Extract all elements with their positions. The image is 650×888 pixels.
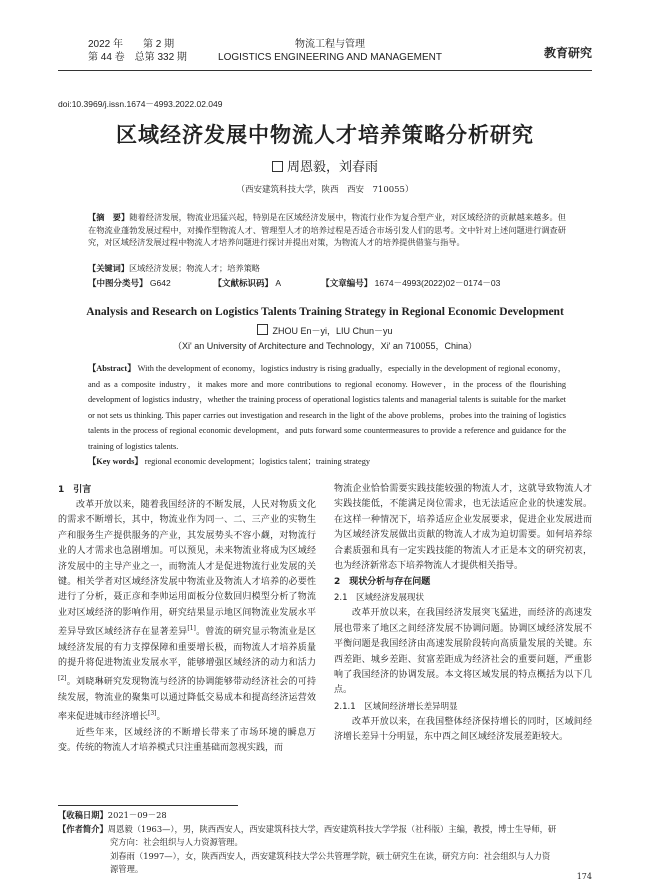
s1-p1-part-a: 改革开放以来，随着我国经济的不断发展，人民对物质文化的需求不断增长，其中，物流业作为同一、二、三产业的实物生产和服务生产提供服务的产业，其发展势头不容小觑，对物流行业的人才需求也急剧增加。可以预见，未来物流业将成为区域经济发展中的主导产业之一，而物流人才是促进物流行业发展的关键。相关学者对区域经济发展中物流业及物流人才培养的必要性进行了分析，聂正彦和李帅运用面板分位数回归模型分析了物流业对区域经济的影响作用，研究结果显示地区间物流业发展水平差异导致区域经济存在显著差异 <box>58 500 316 638</box>
abstract-en-label: 【Abstract】 <box>88 364 136 373</box>
keywords-en-text: regional economic development；logistics talent；training strategy <box>144 457 371 466</box>
journal-name-cn: 物流工程与管理 <box>295 39 365 50</box>
citation-2: [2] <box>58 675 67 683</box>
received-date <box>58 809 592 823</box>
author-names-en: ZHOU En－yi，LIU Chun－yu <box>272 326 393 336</box>
received-label: 【收稿日期】 <box>58 810 108 820</box>
body-left-column <box>58 482 316 757</box>
abstract-cn <box>88 211 566 249</box>
section-1-paragraph-1 <box>58 498 316 726</box>
continued-paragraph: 物流企业恰恰需要实践技能较强的物流人才，这就导致物流人才实践技能低，不能满足岗位需求，也无法适应企业的快速发展。在这样一种情况下，培养适应企业发展要求，促进企业发展进而为区域经济发展做出贡献的物流人才成为迫切需要。如何培养综合素质强和具有一定实践技能的物流人才正是本文的研究初衷，也为经济新常态下培养物流人才提供相关指导。 <box>334 484 592 572</box>
abstract-en <box>88 361 566 455</box>
keywords-cn <box>88 263 260 274</box>
volume-total: 第 44 卷 总第 332 期 <box>88 52 187 63</box>
affiliation-en: （Xi' an University of Architecture and Technology，Xi' an 710055，China） <box>173 341 477 351</box>
authors-en <box>0 324 650 337</box>
body-right-column <box>334 482 592 746</box>
article-no-value: 1674－4993(2022)02－0174－03 <box>374 278 501 288</box>
affiliation: （西安建筑科技大学，陕西 西安 710055） <box>236 185 414 195</box>
paper-title-en: Analysis and Research on Logistics Talents Training Strategy in Regional Economic Development <box>86 306 564 318</box>
section-2-1-heading: 2.1 区域经济发展现状 <box>334 593 425 604</box>
section-1-paragraph-2: 近些年来，区域经济的不断增长带来了市场环境的瞬息万变。传统的物流人才培养模式只注重基础而忽视实践，而 <box>58 727 316 754</box>
classification-row <box>88 277 566 289</box>
doc-code-value: A <box>275 278 281 288</box>
column-name: 教育研究 <box>543 46 592 60</box>
citation-1: [1] <box>187 625 196 633</box>
keywords-cn-label: 【关键词】 <box>88 263 129 273</box>
abstract-en-text: With the development of economy，logistics industry is rising gradually，especially in the development of regional economy，and as a composite industry，it makes more and more contributions to regional economy. However，in the process of the flourishing development of logistics industry，whether the training process of operational logistics talents and managerial talents is suitable for the market or not sets us thinking. This paper carries out investigation and research in the light of the above problems，probes into the training of logistics talents in the process of regional economic development，and puts forward some countermeasures to provide a reference and guidance for the training of logistics talents. <box>88 364 567 451</box>
author-names: 周恩毅，刘春雨 <box>286 160 378 175</box>
authors <box>0 156 650 175</box>
footnote <box>58 809 592 877</box>
author-bio-1-cont: 究方向：社会组织与人力资源管理。 <box>110 837 243 847</box>
s1-p1-part-b: 。曾流的研究显示物流业是区域经济发展的有力支撑保障和重要增长极，而物流人才培养质量的提升将促进物流业发展水平，能够增强区域经济的动力和活力 <box>58 627 316 669</box>
bio-1-line-1: 周恩毅（1963—），男，陕西西安人，西安建筑科技大学，西安建筑科技大学学报（社科版）主编，教授，博士生导师，研 <box>107 823 557 834</box>
keywords-cn-text: 区域经济发展；物流人才；培养策略 <box>128 263 260 273</box>
doc-code-label: 【文献标识码】 <box>213 278 273 288</box>
s1-p1-part-d: 。 <box>156 712 166 723</box>
footnote-rule <box>58 805 238 806</box>
abstract-cn-text: 随着经济发展，物流业迅猛兴起，特别是在区域经济发展中，物流行业作为复合型产业，对区域经济的贡献越来越多。但在物流业蓬勃发展过程中，对操作型物流人才、管理型人才的培养过程是否适合市场引发人们的思考。文中针对上述问题进行调查研究，对区域经济发展过程中物流人才培养问题进行探讨并提出对策，为物流人才的培养提供借鉴与指导。 <box>88 212 566 247</box>
citation-3: [3] <box>148 710 157 718</box>
received-value: 2021－09－28 <box>107 810 167 820</box>
keywords-en-label: 【Key words】 <box>88 457 143 466</box>
year-issue: 2022 年 第 2 期 <box>88 39 175 50</box>
bio-label: 【作者简介】 <box>58 823 108 834</box>
keywords-en <box>88 455 370 467</box>
author-bio-2: 刘春雨（1997—），女，陕西西安人，西安建筑科技大学公共管理学院，硕士研究生在读，研究方向：社会组织与人力资 <box>110 850 551 861</box>
s1-p1-part-c: 。刘晓琳研究发现物流与经济的协调能够带动经济社会的可持续发展，物流业的聚集可以通过降低交易成本和提高经济运营效率来促进城市经济增长 <box>58 677 316 723</box>
author-en-box-icon <box>257 324 268 335</box>
author-box-icon <box>272 161 283 172</box>
doi: doi:10.3969/j.issn.1674－4993.2022.02.049 <box>58 99 223 109</box>
header-rule <box>58 70 592 71</box>
section-2-1-1-heading: 2.1.1 区域间经济增长差异明显 <box>334 701 458 712</box>
section-2-1-1-paragraph: 改革开放以来，在我国整体经济保持增长的同时，区域间经济增长差异十分明显，东中西之间区域经济发展差距较大。 <box>334 716 592 743</box>
section-2-heading: 2 现状分析与存在问题 <box>334 577 431 588</box>
author-bio-2-cont: 源管理。 <box>110 864 144 874</box>
paper-title: 区域经济发展中物流人才培养策略分析研究 <box>116 123 534 147</box>
author-bio-1 <box>58 823 592 837</box>
clc-value: G642 <box>149 278 171 288</box>
abstract-cn-label: 【摘 要】 <box>88 212 130 222</box>
section-2-1-paragraph: 改革开放以来，在我国经济发展突飞猛进，而经济的高速发展也带来了地区之间经济发展不协调问题。协调区域经济发展不平衡问题是我国经济由高速发展阶段转向高质量发展的关键。东西差距、城乡差距、贫富差距成为经济社会的重要问题，严重影响了我国经济的协调发展。本文将区域发展的特点概括为以下几点。 <box>334 608 592 696</box>
page-number: 174 <box>576 872 592 881</box>
issue-info <box>88 38 187 64</box>
section-1-heading: 1 引言 <box>58 485 92 495</box>
journal-name <box>215 38 445 64</box>
journal-name-en: LOGISTICS ENGINEERING AND MANAGEMENT <box>218 52 442 63</box>
article-no-label: 【文章编号】 <box>321 278 373 288</box>
clc-label: 【中图分类号】 <box>88 278 148 288</box>
